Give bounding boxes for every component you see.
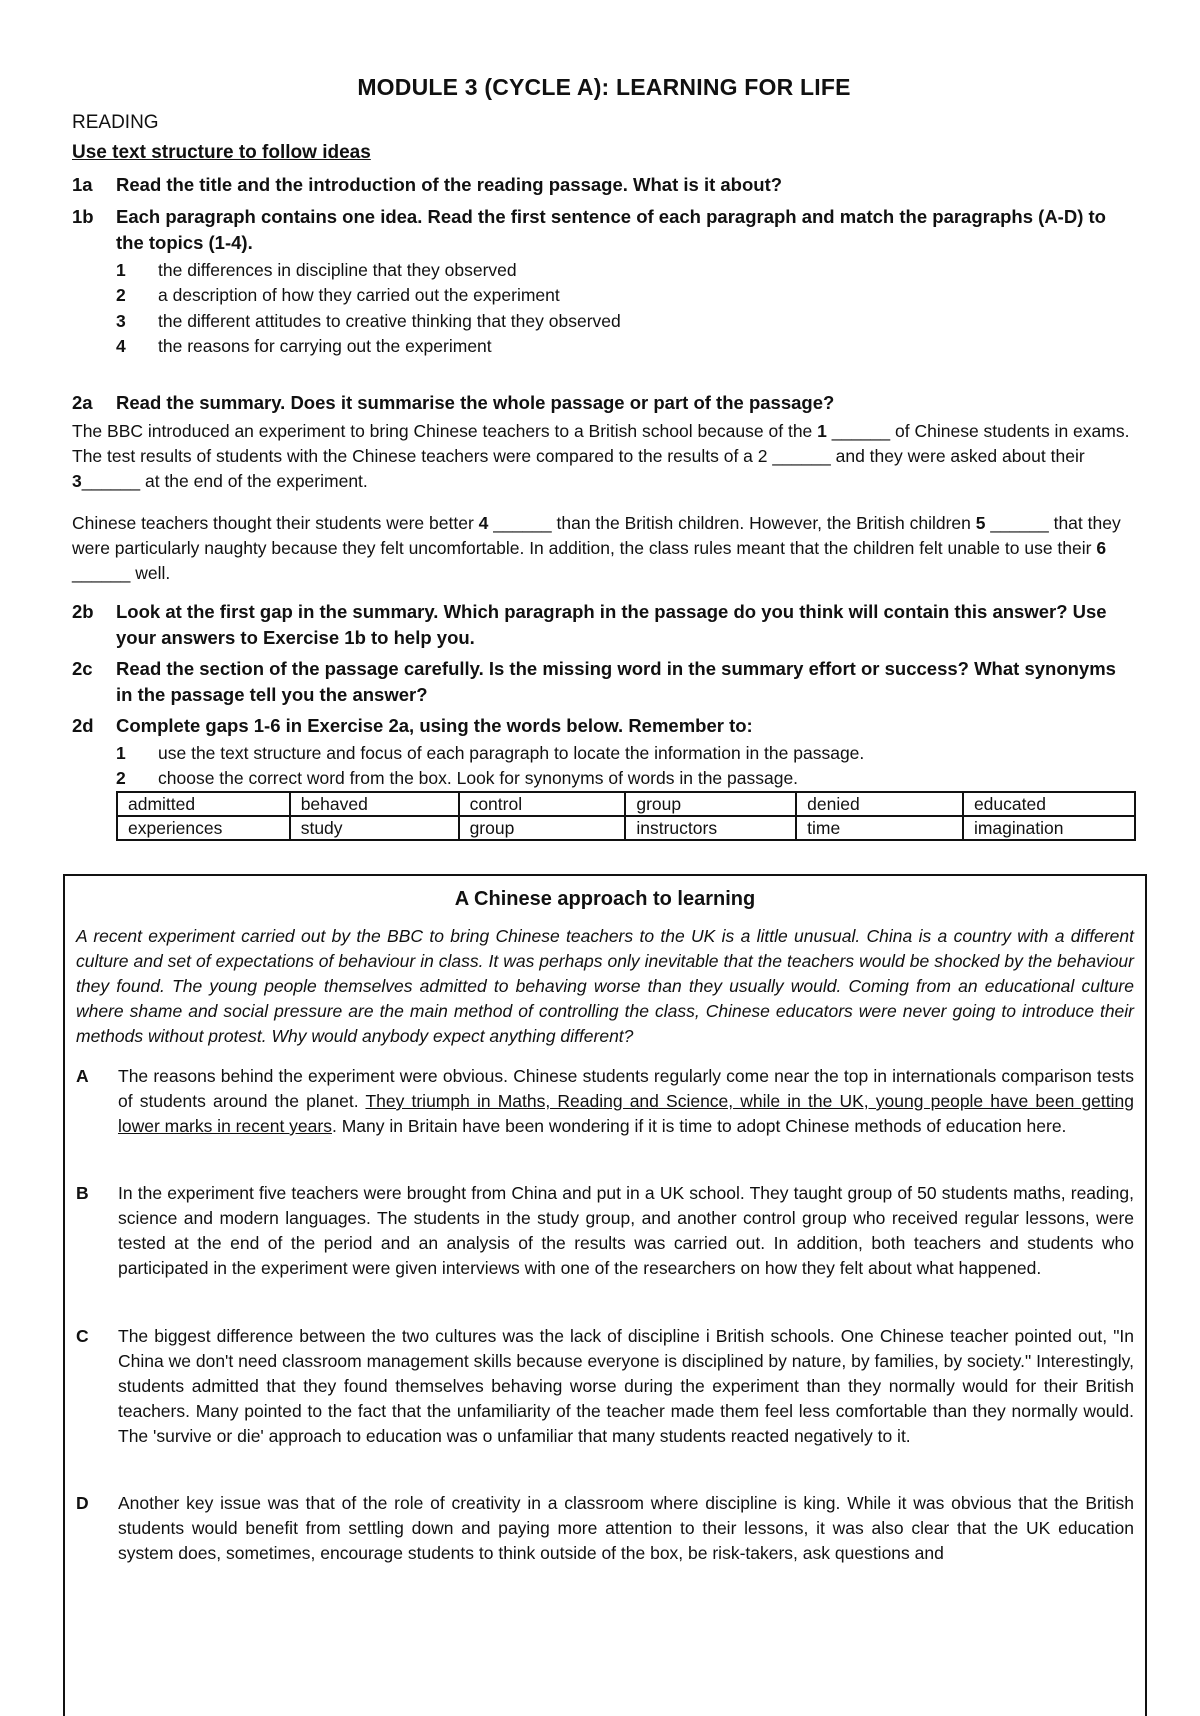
topic-number: 4 bbox=[116, 336, 126, 356]
question-text: Each paragraph contains one idea. Read the first sentence of each paragraph and match the paragraphs (A-D) to the topics (1-4). bbox=[116, 206, 1106, 253]
topic-item bbox=[116, 283, 1118, 308]
word-box-row bbox=[117, 816, 1135, 840]
paragraph-letter: D bbox=[76, 1493, 89, 1513]
paragraph-text: . Many in Britain have been wondering if it is time to adopt Chinese methods of education here. bbox=[331, 1116, 1067, 1136]
paragraph-letter: C bbox=[76, 1326, 89, 1346]
underlined-text: They triumph in Maths, Reading and Science, while in the UK, young people have been getting lower marks in recent years bbox=[118, 1091, 1134, 1136]
reading-passage-box bbox=[63, 874, 1147, 1716]
word-cell: control bbox=[459, 792, 626, 816]
topic-text: a description of how they carried out the experiment bbox=[158, 285, 560, 305]
summary-paragraph-2 bbox=[72, 511, 1136, 586]
topic-text: the differences in discipline that they observed bbox=[158, 260, 517, 280]
question-text: Look at the first gap in the summary. Which paragraph in the passage do you think will contain this answer? Use your answers to Exercise 1b to help you. bbox=[116, 601, 1107, 648]
instruction-item bbox=[116, 741, 1118, 766]
paragraph-text: The reasons behind the experiment were obvious. Chinese students regularly come near the top in internationals comparison tests of students around the planet. bbox=[118, 1066, 1134, 1111]
topic-number: 3 bbox=[116, 311, 126, 331]
question-number: 2a bbox=[72, 392, 93, 413]
word-box bbox=[116, 791, 1136, 841]
question-1a bbox=[72, 172, 1126, 198]
summary-text: ______ at the end of the experiment. bbox=[81, 471, 368, 491]
summary-paragraph-1 bbox=[72, 419, 1136, 494]
gap-number: 3 bbox=[72, 471, 82, 491]
instruction-number: 1 bbox=[116, 743, 126, 763]
question-text: Complete gaps 1-6 in Exercise 2a, using the words below. Remember to: bbox=[116, 715, 753, 736]
summary-text: The BBC introduced an experiment to bring Chinese teachers to a British school because of the bbox=[72, 421, 818, 441]
summary-text: ______ than the British children. However, the British children bbox=[488, 513, 976, 533]
paragraph-letter: A bbox=[76, 1066, 89, 1086]
skill-subheading: Use text structure to follow ideas bbox=[72, 142, 371, 163]
passage-intro: A recent experiment carried out by the BBC to bring Chinese teachers to the UK is a little unusual. China is a country with a different culture and set of expectations of behaviour in class. It was perhaps only inevitable that the teachers would be shocked by the behaviour they found. The young people themselves admitted to behaving worse than they usually would. Coming from an educational culture where shame and social pressure are the main method of controlling the class, Chinese educators were never going to introduce their methods without protest. Why would anybody expect anything different? bbox=[76, 926, 1134, 1046]
question-2c bbox=[72, 656, 1126, 708]
paragraph-letter: B bbox=[76, 1183, 89, 1203]
question-text: Read the summary. Does it summarise the whole passage or part of the passage? bbox=[116, 392, 835, 413]
topic-item bbox=[116, 334, 1118, 359]
question-2b bbox=[72, 599, 1126, 651]
topic-number: 1 bbox=[116, 260, 126, 280]
summary-text: ______ well. bbox=[72, 563, 171, 583]
paragraph-body: The biggest difference between the two cultures was the lack of discipline i British schools. One Chinese teacher pointed out, "In China we don't need classroom management skills because everyone is disciplined by nature, by families, by society." Interestingly, students admitted that they found themselves behaving worse during the experiment than they normally would for their British teachers. Many pointed to the fact that the unfamiliarity of the teacher made them feel less comfortable than they normally would. The 'survive or die' approach to education was o unfamiliar that many students reacted negatively to it. bbox=[118, 1326, 1134, 1446]
question-1b bbox=[72, 204, 1126, 256]
passage-paragraph-b bbox=[76, 1181, 1134, 1281]
summary-text: Chinese teachers thought their students were better bbox=[72, 513, 479, 533]
topic-number: 2 bbox=[116, 285, 126, 305]
word-cell: time bbox=[796, 816, 963, 840]
topic-text: the different attitudes to creative thinking that they observed bbox=[158, 311, 621, 331]
question-2a bbox=[72, 390, 1126, 416]
question-number: 1b bbox=[72, 206, 94, 227]
paragraph-body: In the experiment five teachers were brought from China and put in a UK school. They taught group of 50 students maths, reading, science and modern languages. The students in the study group, and another control group who received regular lessons, were tested at the end of the period and an analysis of the results was carried out. In addition, both teachers and students who participated in the experiment were given interviews with one of the researchers on how they felt about what happened. bbox=[118, 1183, 1134, 1278]
passage-paragraph-c bbox=[76, 1324, 1134, 1449]
summary-text: ______ of Chinese students in exams. The test results of students with the Chinese teachers were compared to the results of a 2 ______ and they were asked about their bbox=[72, 421, 1130, 466]
word-cell: imagination bbox=[963, 816, 1135, 840]
question-text: Read the section of the passage carefully. Is the missing word in the summary effort or success? What synonyms in the passage tell you the answer? bbox=[116, 658, 1116, 705]
paragraph-body bbox=[118, 1064, 1134, 1139]
topic-item bbox=[116, 309, 1118, 334]
question-number: 2d bbox=[72, 715, 94, 736]
instruction-text: use the text structure and focus of each paragraph to locate the information in the passage. bbox=[158, 743, 865, 763]
instruction-number: 2 bbox=[116, 768, 126, 788]
word-cell: instructors bbox=[625, 816, 796, 840]
passage-paragraph-d bbox=[76, 1491, 1134, 1566]
paragraph-body: Another key issue was that of the role of creativity in a classroom where discipline is king. While it was obvious that the British students would benefit from settling down and paying more attention to their lessons, it was also clear that the UK education system does, sometimes, encourage students to think outside of the box, be risk-takers, ask questions and bbox=[118, 1493, 1134, 1563]
gap-number: 1 bbox=[817, 421, 827, 441]
word-cell: study bbox=[290, 816, 459, 840]
word-cell: experiences bbox=[117, 816, 290, 840]
word-cell: educated bbox=[963, 792, 1135, 816]
passage-paragraph-a bbox=[76, 1064, 1134, 1139]
topic-text: the reasons for carrying out the experiment bbox=[158, 336, 492, 356]
instruction-item bbox=[116, 766, 1118, 791]
word-cell: group bbox=[625, 792, 796, 816]
word-cell: admitted bbox=[117, 792, 290, 816]
question-text: Read the title and the introduction of the reading passage. What is it about? bbox=[116, 174, 783, 195]
word-box-row bbox=[117, 792, 1135, 816]
gap-number: 4 bbox=[478, 513, 489, 533]
question-number: 1a bbox=[72, 174, 93, 195]
passage-title: A Chinese approach to learning bbox=[454, 888, 756, 910]
gap-number: 6 bbox=[1096, 538, 1107, 558]
word-cell: group bbox=[459, 816, 626, 840]
gap-number: 5 bbox=[975, 513, 986, 533]
page-title: MODULE 3 (CYCLE A): LEARNING FOR LIFE bbox=[357, 74, 851, 100]
word-cell: behaved bbox=[290, 792, 459, 816]
summary-text: ______ that they were particularly naughty because they felt uncomfortable. In addition, the class rules meant that the children felt unable to use their bbox=[72, 513, 1121, 558]
question-number: 2b bbox=[72, 601, 94, 622]
section-label: READING bbox=[72, 112, 159, 133]
question-2d bbox=[72, 713, 1126, 739]
question-number: 2c bbox=[72, 658, 93, 679]
word-cell: denied bbox=[796, 792, 963, 816]
topic-item bbox=[116, 258, 1118, 283]
instruction-text: choose the correct word from the box. Look for synonyms of words in the passage. bbox=[158, 768, 799, 788]
